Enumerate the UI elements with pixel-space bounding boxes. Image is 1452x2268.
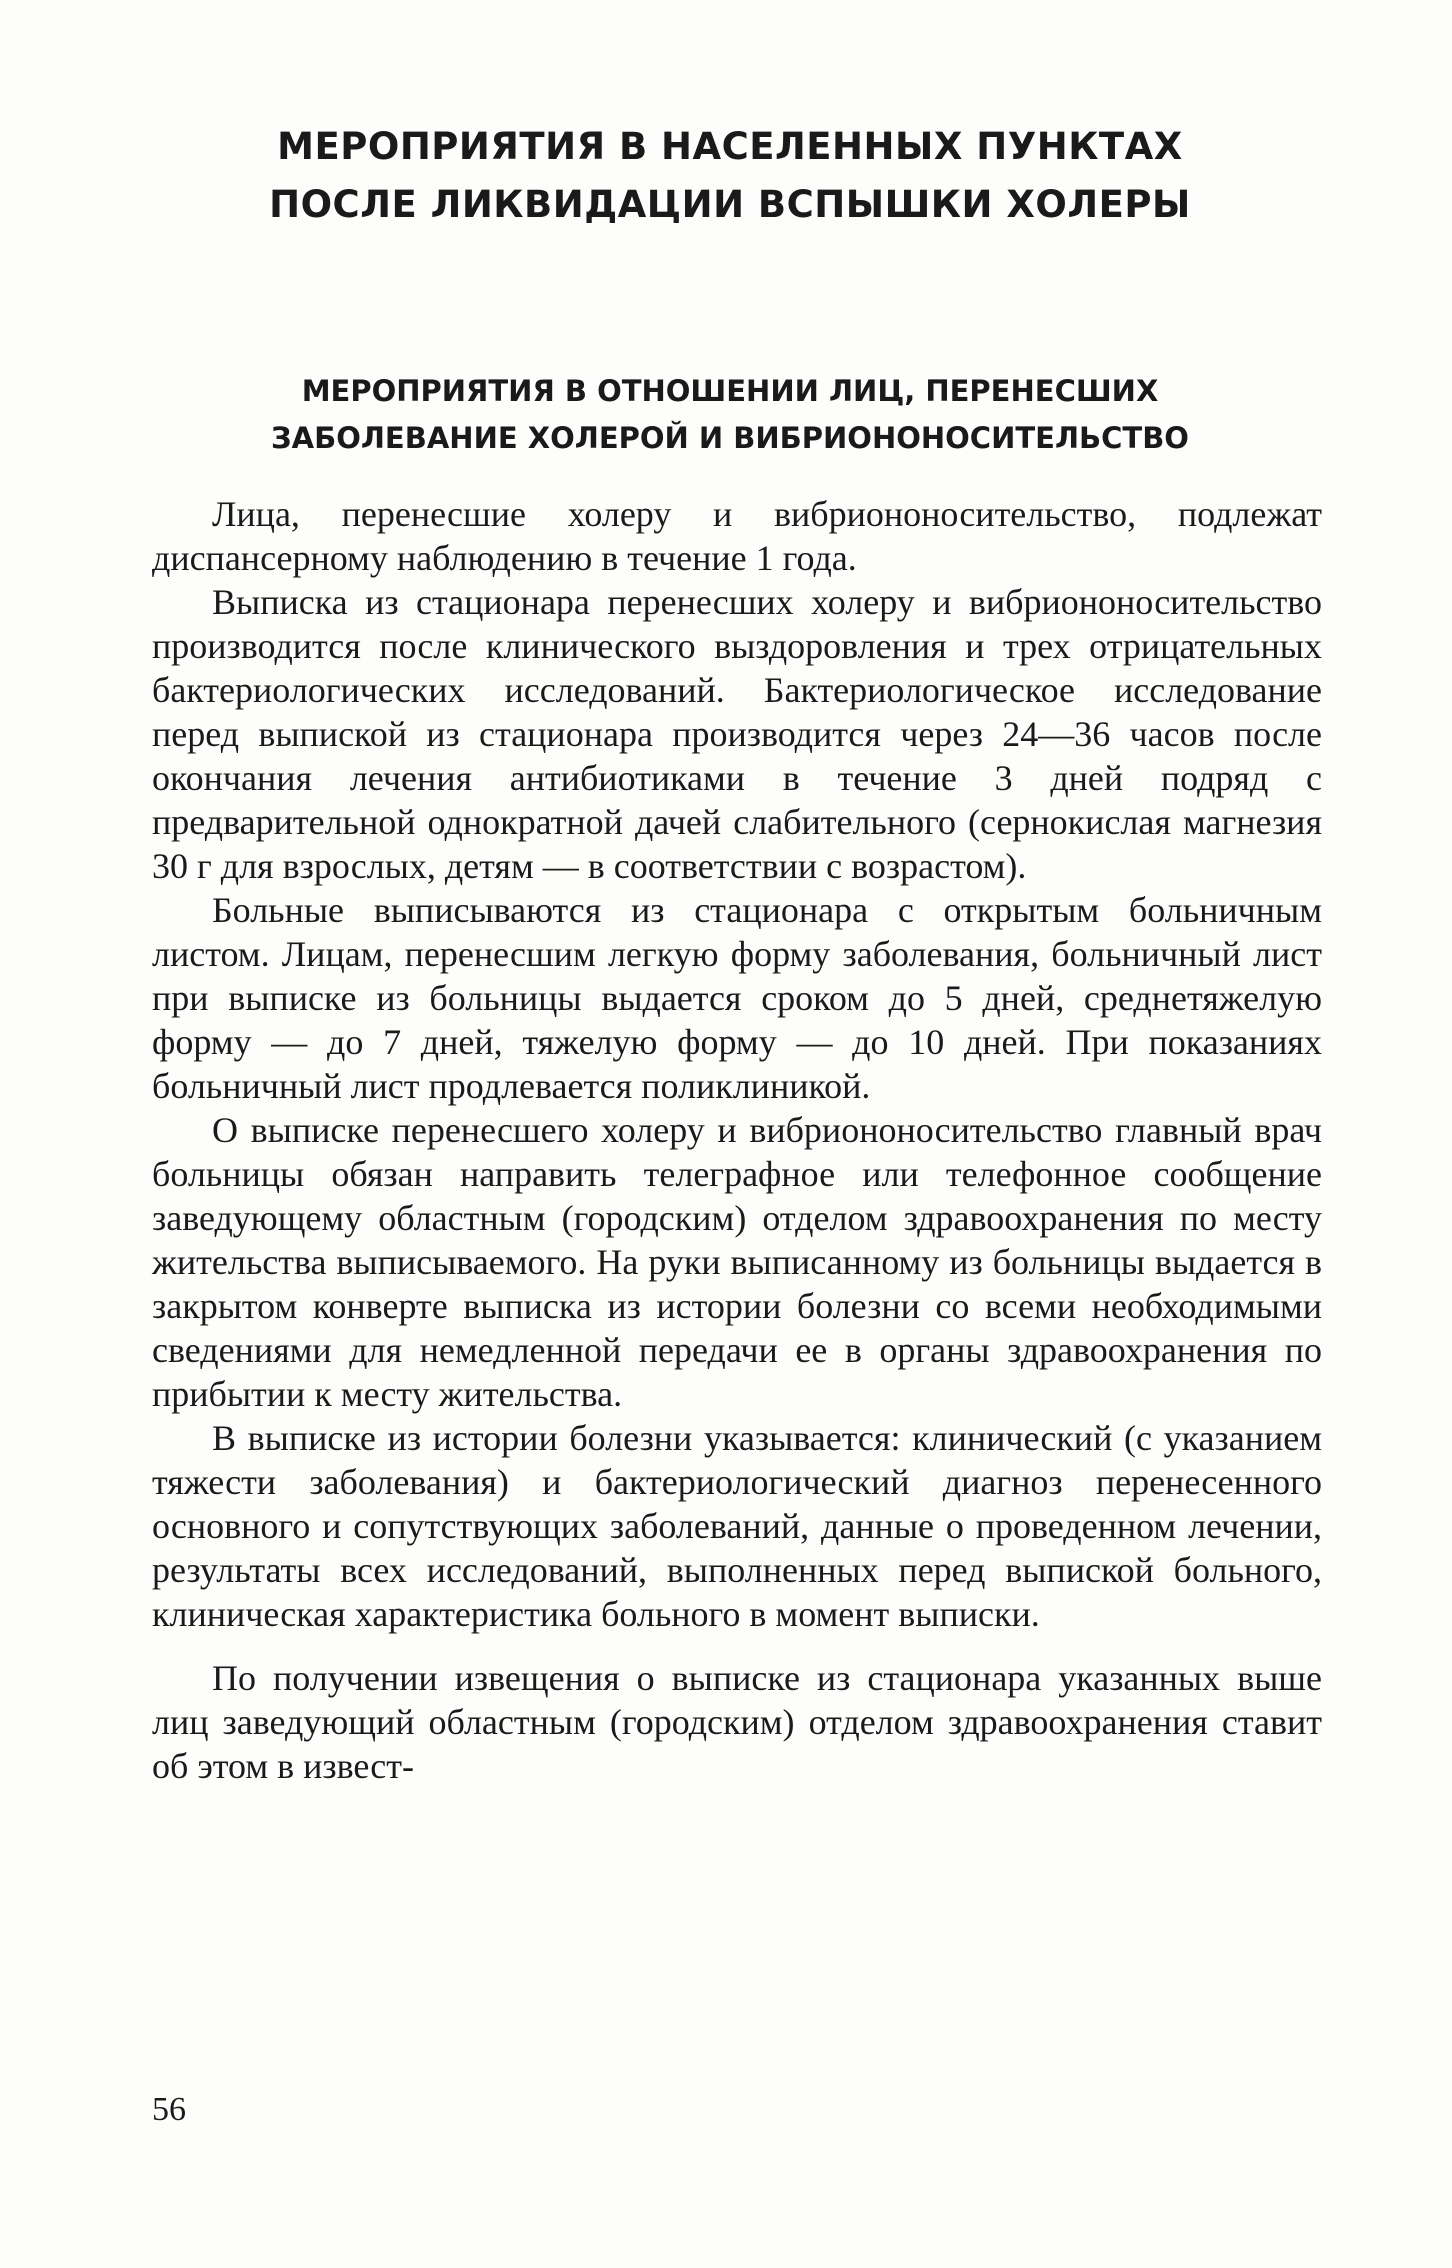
paragraph-4: О выписке перенесшего холеру и вибриононосительство главный врач больницы обязан направить телеграфное или телефонное сообщение заведующему областным (городским) отделом здравоохранения по месту жительства выписываемого. На руки выписанному из больницы выдается в закрытом конверте выписка из истории болезни со всеми необходимыми сведениями для немедленной передачи ее в органы здравоохранения по прибытии к месту жительства. bbox=[152, 1110, 1322, 1414]
section-title bbox=[150, 368, 1310, 462]
body-text bbox=[152, 492, 1322, 1788]
paragraph-6: По получении извещения о выписке из стационара указанных выше лиц заведующий областным (городским) отделом здравоохранения ставит об этом в извест- bbox=[152, 1658, 1322, 1786]
paragraph-2: Выписка из стационара перенесших холеру и вибриононосительство производится после клинического выздоровления и трех отрицательных бактериологических исследований. Бактериологическое исследование перед выпиской из стационара производится через 24—36 часов после окончания лечения антибиотиками в течение 3 дней подряд с предварительной однократной дачей слабительного (сернокислая магнезия 30 г для взрослых, детям — в соответствии с возрастом). bbox=[152, 582, 1322, 886]
paragraph-1: Лица, перенесшие холеру и вибриононосительство, подлежат диспансерному наблюдению в течение 1 года. bbox=[152, 494, 1322, 578]
section-title-line-2: ЗАБОЛЕВАНИЕ ХОЛЕРОЙ И ВИБРИОНОНОСИТЕЛЬСТВО bbox=[271, 421, 1189, 455]
chapter-title-line-2: ПОСЛЕ ЛИКВИДАЦИИ ВСПЫШКИ ХОЛЕРЫ bbox=[269, 183, 1191, 226]
paragraph-5: В выписке из истории болезни указывается: клинический (с указанием тяжести заболевания) и бактериологический диагноз перенесенного основного и сопутствующих заболеваний, данные о проведенном лечении, результаты всех исследований, выполненных перед выпиской больного, клиническая характеристика больного в момент выписки. bbox=[152, 1418, 1322, 1634]
paragraph-3: Больные выписываются из стационара с открытым больничным листом. Лицам, перенесшим легкую форму заболевания, больничный лист при выписке из больницы выдается сроком до 5 дней, среднетяжелую форму — до 7 дней, тяжелую форму — до 10 дней. При показаниях больничный лист продлевается поликлиникой. bbox=[152, 890, 1322, 1106]
page-number: 56 bbox=[152, 2091, 186, 2128]
chapter-title bbox=[150, 118, 1310, 234]
chapter-title-line-1: МЕРОПРИЯТИЯ В НАСЕЛЕННЫХ ПУНКТАХ bbox=[277, 125, 1183, 168]
section-title-line-1: МЕРОПРИЯТИЯ В ОТНОШЕНИИ ЛИЦ, ПЕРЕНЕСШИХ bbox=[301, 374, 1159, 408]
